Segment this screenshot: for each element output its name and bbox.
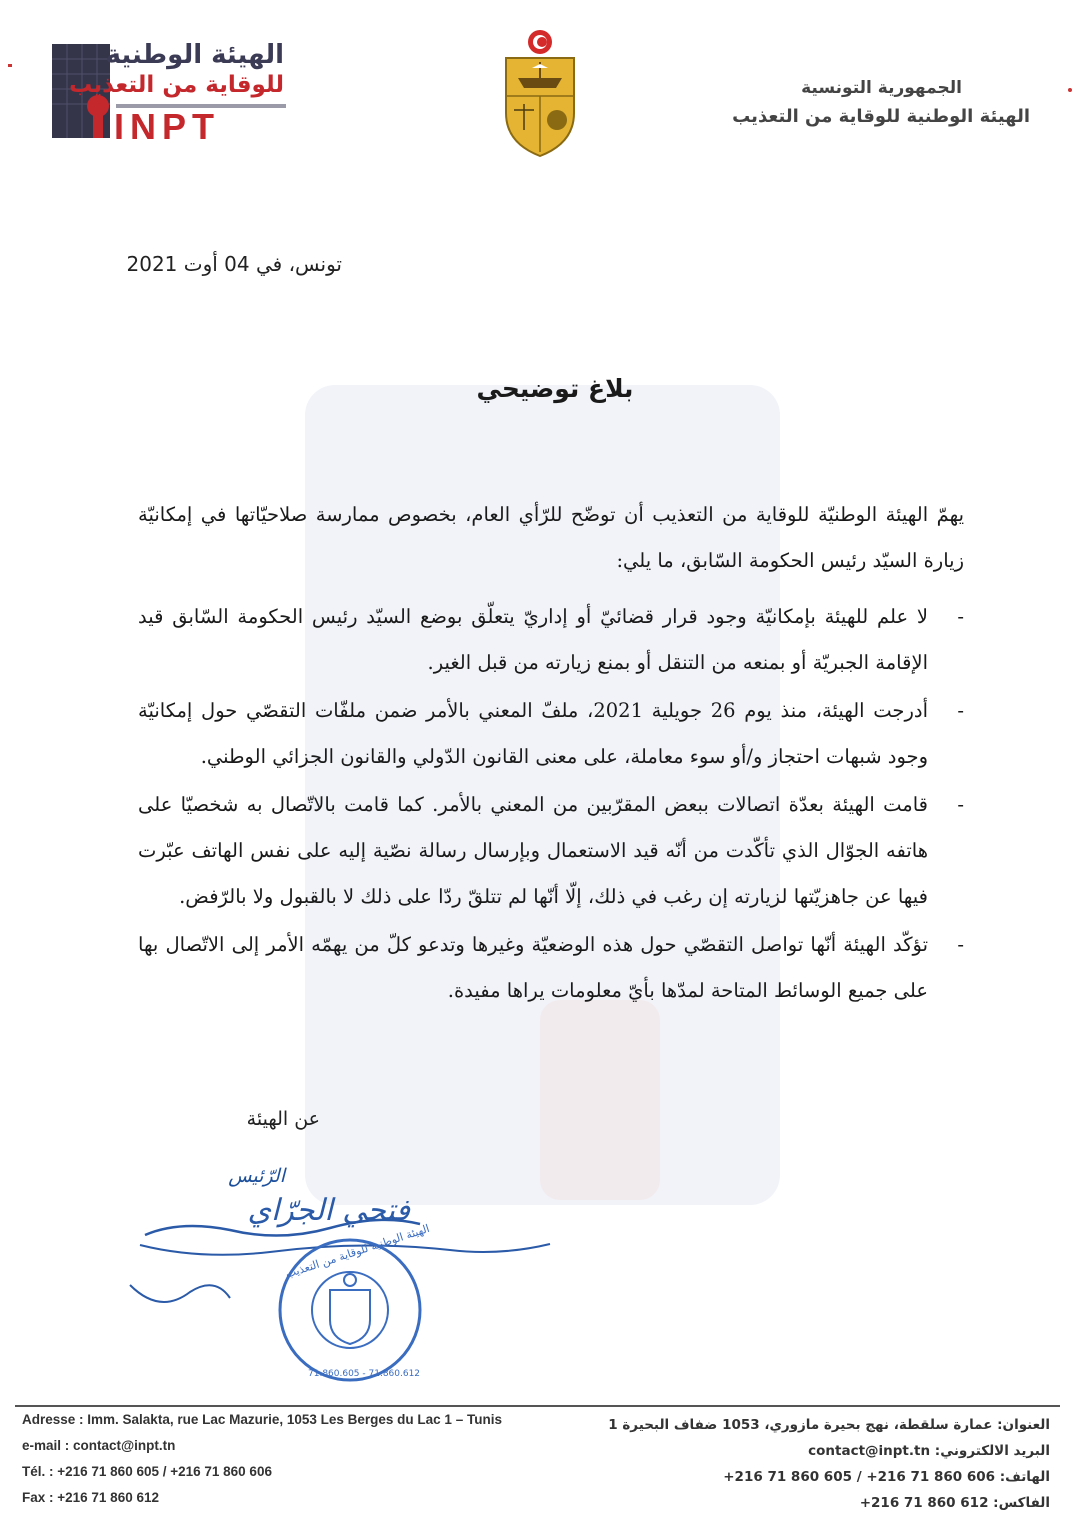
footer-fax-ar <box>608 1490 1050 1516</box>
president-label: الرّئيس <box>228 1165 285 1187</box>
on-behalf-label: عن الهيئة <box>246 1108 320 1130</box>
list-item: - لا علم للهيئة بإمكانيّة وجود قرار قضائيّ أو إداريّ يتعلّق بوضع السيّد رئيس الحكومة السّابق قيد الإقامة الجبريّة أو بمنعه من التنقل أو بمنع زيارته من قبل الغير. <box>138 594 928 686</box>
intro-paragraph: يهمّ الهيئة الوطنيّة للوقاية من التعذيب أن توضّح للرّأي العام، بخصوص ممارسة صلاحيّاتها في إمكانيّة زيارة السيّد رئيس الحكومة السّابق، ما يلي: <box>138 503 964 572</box>
republic-heading: الجمهورية التونسية <box>801 78 962 98</box>
scan-mark <box>8 64 12 67</box>
logo-title-line2: للوقاية من التعذيب <box>69 72 284 98</box>
logo-title-line1: الهيئة الوطنية <box>105 40 284 70</box>
footer-fax-value: +216 71 860 612 <box>859 1495 989 1511</box>
list-item: - أدرجت الهيئة، منذ يوم 26 جويلية 2021، ملفّ المعني بالأمر ضمن ملفّات التقصّي حول إمكانيّة وجود شبهات احتجاز و/أو سوء معاملة، على معنى القانون الدّولي والقانون الجزائي الوطني. <box>138 688 928 780</box>
footer-address-label: العنوان: <box>997 1417 1050 1433</box>
list-item: - تؤكّد الهيئة أنّها تواصل التقصّي حول هذه الوضعيّة وغيرها وتدعو كلّ من يهمّه الأمر إلى الاتّصال بها على جميع الوسائط المتاحة لمدّها بأيّ معلومات يراها مفيدة. <box>138 922 928 1014</box>
footer-address: Adresse : Imm. Salakta, rue Lac Mazurie, 1053 Les Berges du Lac 1 – Tunis <box>22 1412 502 1427</box>
document-date: تونس، في 04 أوت 2021 <box>126 252 342 276</box>
footer-fax-label: الفاكس: <box>993 1495 1050 1511</box>
inpt-logo <box>50 40 290 145</box>
footer-phone-label: الهاتف: <box>999 1469 1050 1485</box>
footer-phone-ar <box>608 1464 1050 1490</box>
background-watermark-stem <box>540 1000 660 1200</box>
logo-abbreviation: INPT <box>114 106 221 147</box>
footer-phone: Tél. : +216 71 860 605 / +216 71 860 606 <box>22 1464 272 1479</box>
footer-contact-fr <box>22 1407 502 1511</box>
scan-mark <box>1068 88 1072 92</box>
footer-address-ar <box>608 1412 1050 1438</box>
document-body <box>138 492 964 1016</box>
stamp-text: الهيئة الوطنية للوقاية من التعذيب <box>283 1221 432 1281</box>
stamp-phone: 71.860.605 - 71.860.612 <box>308 1369 421 1379</box>
signature-name: فتحي الجرّاي <box>247 1193 410 1228</box>
coat-of-arms-icon <box>500 28 580 158</box>
footer-address-value: عمارة سلقطة، نهج بحيرة مازوري، 1053 ضفاف البحيرة 1 <box>608 1417 993 1433</box>
points-list <box>138 594 964 1014</box>
footer-email-label: البريد الالكتروني: <box>934 1443 1050 1459</box>
footer-contact-ar <box>608 1412 1050 1516</box>
footer-phone-value: +216 71 860 605 / +216 71 860 606 <box>723 1469 996 1485</box>
signature-stamp <box>120 1180 560 1400</box>
authority-heading: الهيئة الوطنية للوقاية من التعذيب <box>732 106 1030 127</box>
footer-fax: Fax : +216 71 860 612 <box>22 1490 159 1505</box>
document-title: بلاغ توضيحي <box>476 374 634 403</box>
footer-email-value: contact@inpt.tn <box>808 1443 931 1459</box>
footer-email: e-mail : contact@inpt.tn <box>22 1438 176 1453</box>
list-item: - قامت الهيئة بعدّة اتصالات ببعض المقرّبين من المعني بالأمر. كما قامت بالاتّصال به شخصيّا على هاتفه الجوّال الذي تأكّدت من أنّه قيد الاستعمال وبإرسال رسالة نصّية إليه على نفس الهاتف عبّرت فيها عن جاهزيّتها لزيارته إن رغب في ذلك، إلّا أنّها لم تتلقّ ردّا على ذلك لا بالقبول ولا بالرّفض. <box>138 782 928 920</box>
footer-email-ar <box>608 1438 1050 1464</box>
